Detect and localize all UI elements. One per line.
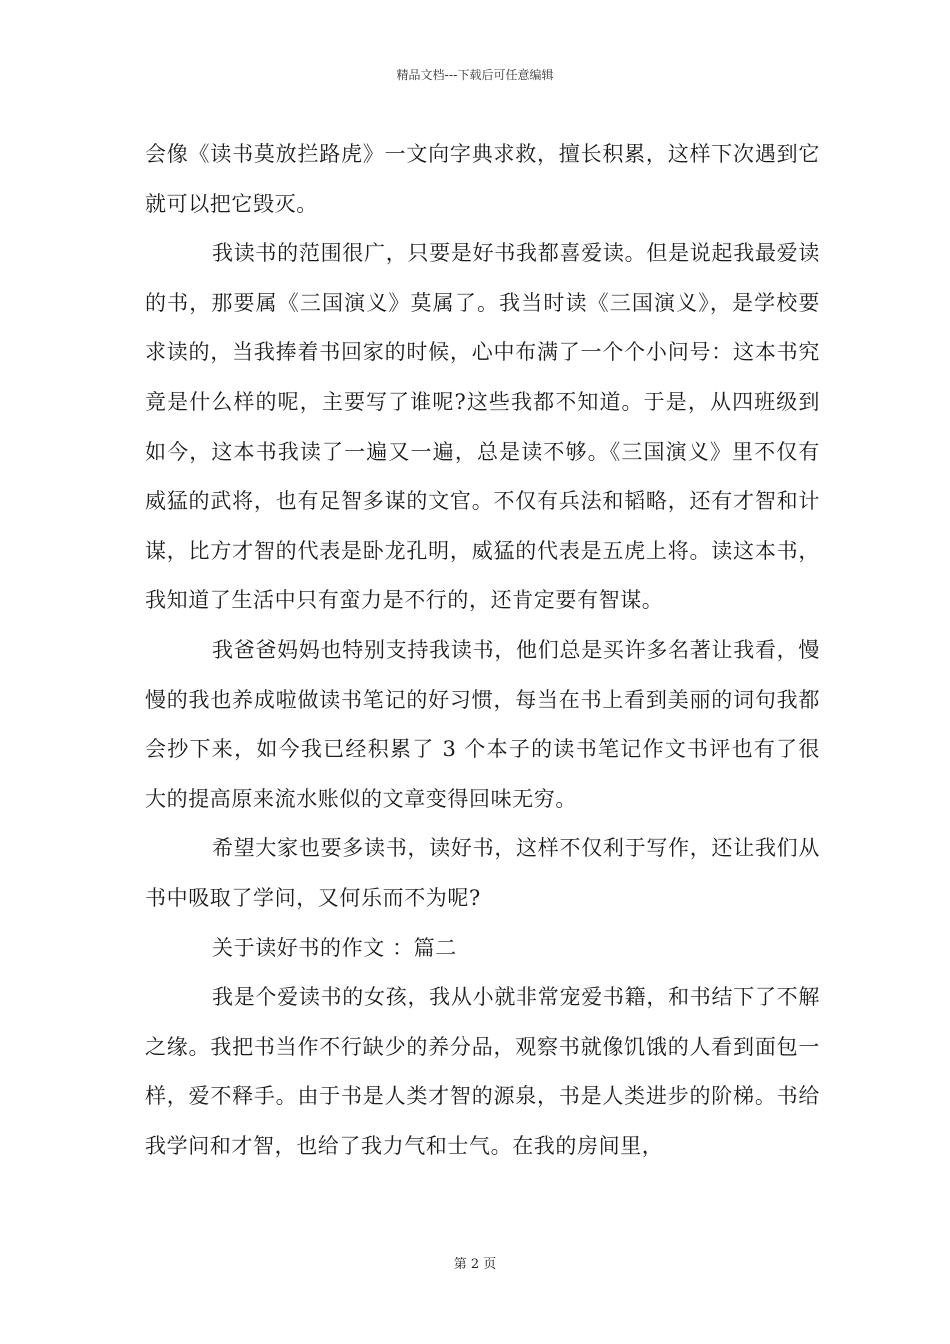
page-number: 第 2 页 — [453, 1257, 497, 1272]
document-body — [145, 130, 820, 1171]
page-header: 精品文档---下载后可任意编辑 — [396, 68, 554, 82]
section-heading: 关于读好书的作文 ：篇二 — [212, 935, 457, 960]
paragraph-3: 我爸爸妈妈也特别支持我读书，他们总是买许多名著让我看，慢慢的我也养成啦做读书笔记的好习惯，每当在书上看到美丽的词句我都会抄下来，如今我已经积累了 3 个本子的读书笔记作文书评也有了很大的提高原来流水账似的文章变得回味无穷。 — [145, 637, 820, 811]
paragraph-1: 会像《读书莫放拦路虎》一文向字典求救，擅长积累，这样下次遇到它就可以把它毁灭。 — [145, 142, 820, 216]
paragraph-4: 希望大家也要多读书，读好书，这样不仅利于写作，还让我们从书中吸取了学问，又何乐而不为呢? — [145, 836, 820, 910]
paragraph-5: 我是个爱读书的女孩，我从小就非常宠爱书籍，和书结下了不解之缘。我把书当作不行缺少的养分品，观察书就像饥饿的人看到面包一样，爱不释手。由于书是人类才智的源泉，书是人类进步的阶梯。书给我学问和才智，也给了我力气和士气。在我的房间里， — [145, 985, 820, 1158]
paragraph-2: 我读书的范围很广，只要是好书我都喜爱读。但是说起我最爱读的书，那要属《三国演义》莫属了。我当时读《三国演义》，是学校要求读的，当我捧着书回家的时候，心中布满了一个个小问号：这本书究竟是什么样的呢，主要写了谁呢?这些我都不知道。于是，从四班级到如今，这本书我读了一遍又一遍，总是读不够。《三国演义》里不仅有威猛的武将，也有足智多谋的文官。不仅有兵法和韬略，还有才智和计谋，比方才智的代表是卧龙孔明，威猛的代表是五虎上将。读这本书，我知道了生活中只有蛮力是不行的，还肯定要有智谋。 — [145, 241, 820, 613]
